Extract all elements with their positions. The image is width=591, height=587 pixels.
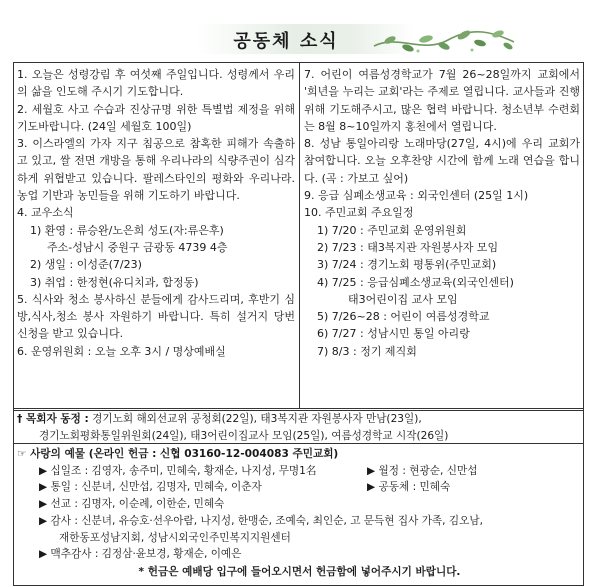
news-item-6: 6. 운영위원회 : 오늘 오후 3시 / 명상예배실 — [17, 344, 226, 358]
offering-thanks: ▶ 감사 : 신분녀, 유승호·선우아람, 나지성, 한맹순, 조예숙, 최인순, 고 문득현 집사 가족, 김오남, — [39, 514, 483, 527]
offering-note: * 헌금은 예배당 입구에 들어오시면서 헌금함에 넣어주시기 바랍니다. — [138, 565, 461, 578]
offering-monthly: ▶ 월정 : 현광순, 신만섭 — [367, 464, 478, 477]
offering-unity: ▶ 통일 : 신분녀, 신만섭, 김명자, 민혜숙, 이춘자 — [39, 481, 262, 494]
news-item-10: 10. 주민교회 주요일정 — [304, 206, 414, 220]
schedule-item: 3) 7/24 : 경기노회 평통위(주민교회) — [317, 258, 497, 272]
left-column — [17, 66, 295, 360]
schedule-item: 4) 7/25 : 응급심폐소생교육(외국인센터) — [317, 275, 514, 289]
offering-section — [17, 446, 582, 581]
offering-head: ☞ 사랑의 예물 (온라인 헌금 : 신협 03160-12-004083 주민교회) — [17, 448, 339, 460]
schedule-item: 1) 7/20 : 주민교회 운영위원회 — [317, 223, 467, 237]
schedule-item: 5) 7/26~28 : 어린이 여름성경학교 — [317, 310, 490, 324]
offering-tithe: ▶ 십일조 : 김영자, 송주미, 민혜숙, 황재순, 나지성, 무명1名 — [39, 464, 317, 477]
offering-harvest-thanks: ▶ 맥추감사 : 김정삼·윤보경, 황재순, 이예은 — [39, 548, 242, 561]
offering-thanks-continued: 재한동포성남지회, 성남시외국인주민복지지원센터 — [59, 531, 291, 544]
pastor-activities-line2: 경기노회평화통일위원회(24일), 태3어린이집교사 모임(25일), 여름성경학교 시작(26일) — [39, 430, 449, 442]
member-birthday: 2) 생일 : 이성준(7/23) — [30, 258, 142, 272]
news-item-2: 2. 세월호 사고 수습과 진상규명 위한 특별법 제정을 위해 기도바랍니다. (24일 세월호 100일) — [17, 102, 295, 133]
offering-mission: ▶ 선교 : 김명자, 이순례, 이한순, 민혜숙 — [39, 498, 225, 511]
schedule-item-continued: 태3어린이집 교사 모임 — [348, 292, 458, 306]
pastor-activities — [17, 411, 582, 445]
member-job: 3) 취업 : 한정현(유디치과, 합정동) — [30, 275, 199, 289]
member-welcome: 1) 환영 : 류승완/노은희 성도(자:류은후) — [30, 223, 224, 237]
pastor-activities-line1: 경기노회 해외선교위 공청회(22일), 태3복지관 자원봉사자 만남(23일), — [92, 413, 422, 425]
schedule-item: 6) 7/27 : 성남시민 통일 아리랑 — [317, 327, 470, 341]
schedule-item: 7) 8/3 : 정기 제직회 — [317, 344, 417, 358]
news-item-4: 4. 교우소식 — [17, 206, 74, 220]
page-title: 공동체 소식 — [233, 31, 339, 52]
news-item-8: 8. 성남 통일아리랑 노래마당(27일, 4시)에 우리 교회가 참여합니다. 오늘 오후찬양 시간에 함께 노래 연습을 합니다. (곡 : 가보고 싶어) — [304, 137, 580, 185]
right-column — [304, 66, 580, 360]
news-item-9: 9. 응급 심폐소생교육 : 외국인센터 (25일 1시) — [304, 189, 529, 203]
news-item-1: 1. 오늘은 성령강림 후 여섯째 주일입니다. 성령께서 우리의 삶을 인도해 주시기 기도합니다. — [17, 68, 295, 99]
member-address: 주소-성남시 중원구 금광동 4739 4층 — [47, 240, 228, 254]
pastor-activities-head: † 목회자 동정 : — [17, 413, 89, 425]
news-item-5: 5. 식사와 청소 봉사하신 분들에게 감사드리며, 후반기 심방,식사,청소 봉사 자원하기 바랍니다. 특히 설거지 당번 신청을 받고 있습니다. — [17, 292, 295, 341]
offering-community: ▶ 공동체 : 민혜숙 — [367, 481, 451, 494]
schedule-item: 2) 7/23 : 태3복지관 자원봉사자 모임 — [317, 240, 499, 254]
column-divider — [299, 62, 300, 408]
news-item-3: 3. 이스라엘의 가자 지구 침공으로 참혹한 피해가 속출하고 있고, 쌀 전면 개방을 통해 우리나라의 식량주권이 심각하게 위협받고 있습니다. 팔레스타인의 평화와 우리나라. 농업 기반과 농민들을 위해 기도하기 바랍니다. — [17, 137, 295, 203]
news-item-7: 7. 어린이 여름성경학교가 7월 26~28일까지 교회에서 '희년을 누리는 교회'라는 주제로 열립니다. 교사들과 진행위해 기도해주시고, 많은 협력 바랍니다. 청소년부 수련회는 8월 8~10일까지 홍천에서 열립니다. — [304, 68, 580, 133]
vine-decoration — [368, 24, 518, 58]
